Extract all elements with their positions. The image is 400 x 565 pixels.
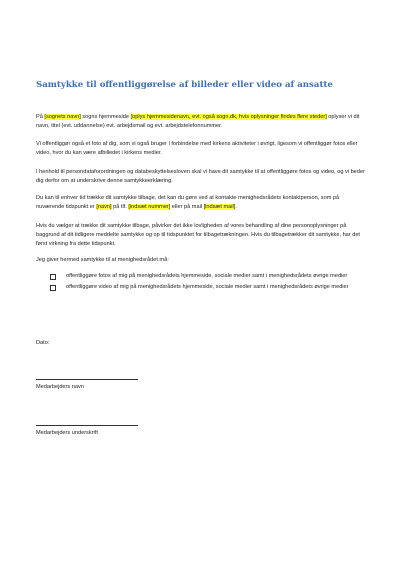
placeholder-phone: [indsæt nummer] [128, 204, 171, 210]
paragraph-legal-basis: I henhold til persondataforordningen og databeskyttelsesloven skal vi have dit samtykke til at offentliggøre fotos og video, og vi beder dig derfor om at underskrive denne samtykkeerklæring. [36, 169, 365, 184]
text-segment: eller på mail [170, 204, 204, 210]
date-label: Dato: [36, 340, 50, 346]
text-segment: På [36, 114, 45, 120]
checklist-item-video [50, 283, 366, 292]
checklist-item-photos [50, 272, 366, 281]
paragraph-consent-intro: Jeg giver hermed samtykke til at menighedsrådet må: [36, 257, 169, 263]
document-title: Samtykke til offentliggørelse af billeder eller video af ansatte [36, 80, 333, 90]
checkbox-icon[interactable] [50, 274, 56, 280]
placeholder-website-name: [oplys hjemmesidenavn, evt. også sogn.dk, hvis oplysninger findes flere steder] [130, 114, 327, 120]
text-segment: oplyser vi dit navn, titel (evt. uddannelse) evt. arbejdsmail og evt. arbejdstelefonnummer. [36, 114, 360, 129]
paragraph-website-info [36, 113, 366, 131]
paragraph-photo-info: Vi offentliggør også et foto af dig, som vi også bruger i forbindelse med kirkens aktiviteter i øvrigt, ligesom vi offentliggør fotos eller video, hvor du kan være afbilledet i kirkens medier. [36, 141, 358, 156]
checklist-item-label: offentliggøre fotos af mig på menighedsrådets hjemmeside, sociale medier samt i menighedsrådets øvrige medier [66, 273, 348, 279]
text-segment: . [235, 204, 237, 210]
signature-label-name: Medarbejders navn [36, 384, 84, 390]
signature-line-name [36, 379, 138, 380]
text-segment: sogns hjemmeside [80, 114, 131, 120]
checkbox-icon[interactable] [50, 285, 56, 291]
consent-checklist [50, 272, 366, 294]
placeholder-parish-name: [sognets navn] [44, 114, 81, 120]
placeholder-contact-name: [navn] [96, 204, 112, 210]
signature-line-signature [36, 425, 138, 426]
text-segment: Du kan til enhver tid trække dit samtykke tilbage, det kan du gøre ved at kontakte menighedsrådets kontaktperson, som på nuværende tidspunkt er [36, 195, 340, 210]
signature-label-signature: Medarbejders underskrift [36, 430, 98, 436]
text-segment: på tlf. [111, 204, 129, 210]
paragraph-withdraw-consent [36, 194, 366, 212]
placeholder-mail: [indsæt mail] [203, 204, 236, 210]
paragraph-withdraw-effect: Hvis du vælger at trække dit samtykke tilbage, påvirker det ikke lovligheden af vores behandling af dine personoplysninger på baggrund af dit tidligere meddelte samtykke og op til tidspunktet for tilbagetrækningen. Hvis du tilbagetrækker dit samtykke, har det først virkning fra dette tidspunkt. [36, 223, 360, 247]
checklist-item-label: offentliggøre video af mig på menighedsrådets hjemmeside, sociale medier samt i menighedsrådets øvrige medier [66, 284, 349, 290]
